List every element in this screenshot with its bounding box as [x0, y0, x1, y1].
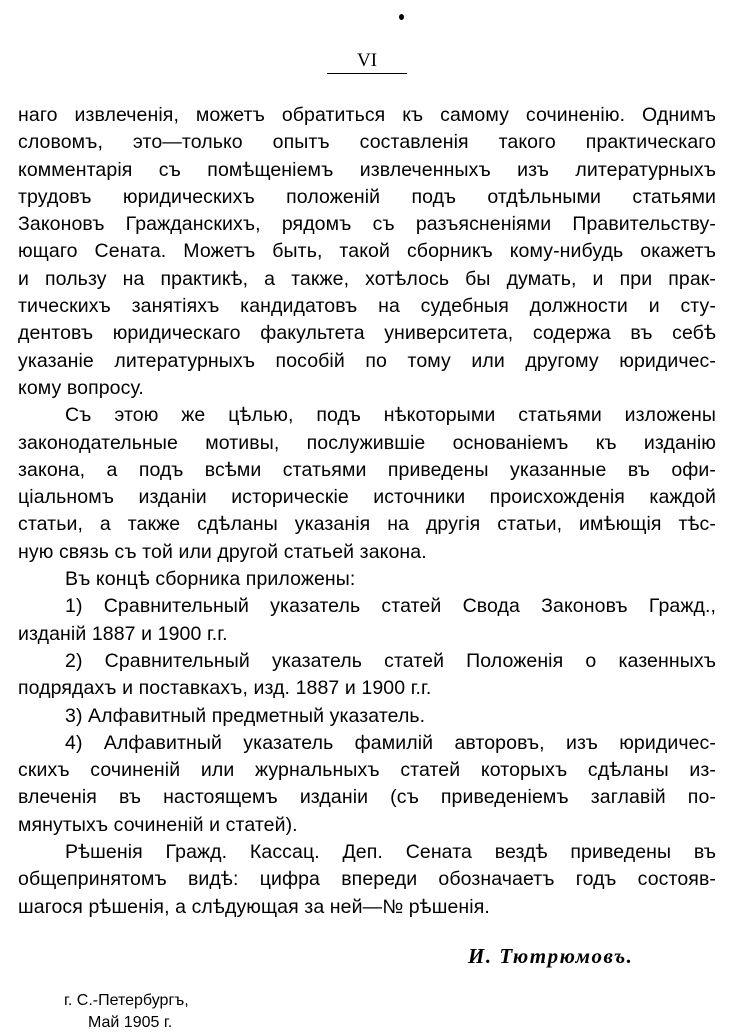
- page-header: [0, 50, 732, 74]
- ink-dot: [399, 14, 404, 20]
- text-line: общепринятомъ видѣ: цифра впереди обозначаетъ годъ состояв-: [18, 868, 716, 891]
- text-line: ную связь съ той или другой статьей закона.: [18, 540, 427, 563]
- text-line: ющаго Сената. Можетъ быть, такой сборникъ кому-нибудь окажетъ: [18, 240, 716, 263]
- text-line: и пользу на практикѣ, а также, хотѣлось бы думать, и при прак-: [18, 267, 716, 290]
- text-line: 3) Алфавитный предметный указатель.: [65, 704, 426, 727]
- text-line: изданій 1887 и 1900 г.г.: [18, 622, 228, 645]
- text-line: статьи, а также сдѣланы указанія на другія статьи, имѣющія тѣс-: [18, 513, 716, 536]
- text-line: скихъ сочиненій или журнальныхъ статей которыхъ сдѣланы из-: [18, 759, 716, 782]
- text-line: шагося рѣшенія, а слѣдующая за ней—№ рѣшенія.: [18, 895, 490, 918]
- text-line: влеченія въ настоящемъ изданіи (съ приведеніемъ заглавій по-: [18, 786, 716, 809]
- author-signature: И. Тютрюмовъ.: [468, 944, 634, 968]
- text-line: трудовъ юридическихъ положеній подъ отдѣльными статьями: [18, 185, 716, 208]
- text-line: подрядахъ и поставкахъ, изд. 1887 и 1900 г.г.: [18, 677, 432, 700]
- text-line: закона, а подъ всѣми статьями приведены указанные въ офи-: [18, 458, 716, 481]
- text-line: наго извлеченія, можетъ обратиться къ самому сочиненію. Однимъ: [18, 104, 716, 126]
- text-line: Рѣшенія Гражд. Кассац. Деп. Сената вездѣ приведены въ: [65, 841, 716, 864]
- preface-text: [18, 102, 716, 921]
- text-line: указаніе литературныхъ пособій по тому или другому юридичес-: [18, 349, 716, 372]
- text-line: дентовъ юридическаго факультета университета, содержа въ себѣ: [18, 322, 716, 345]
- date: Май 1905 г.: [88, 1014, 173, 1031]
- text-line: Въ концѣ сборника приложены:: [65, 568, 356, 591]
- place: г. С.-Петербургъ,: [64, 992, 189, 1009]
- text-line: законодательные мотивы, послужившіе основаніемъ къ изданію: [18, 431, 716, 454]
- text-line: комментарія съ помѣщеніемъ извлеченныхъ изъ литературныхъ: [18, 158, 716, 181]
- place-and-date: [64, 990, 189, 1034]
- text-line: мянутыхъ сочиненій и статей).: [18, 813, 298, 836]
- text-line: ціальномъ изданіи историческіе источники происхожденія каждой: [18, 486, 716, 509]
- text-line: кому вопросу.: [18, 376, 144, 399]
- text-line: тическихъ занятіяхъ кандидатовъ на судебныя должности и сту-: [18, 295, 716, 318]
- text-line: Съ этою же цѣлью, подъ нѣкоторыми статьями изложены: [65, 404, 716, 427]
- text-line: 1) Сравнительный указатель статей Свода Законовъ Гражд.,: [65, 595, 716, 618]
- text-line: словомъ, это—только опытъ составленія такого практическаго: [18, 131, 716, 154]
- text-line: 2) Сравнительный указатель статей Положенія о казенныхъ: [65, 649, 716, 672]
- page-number: VI: [327, 50, 407, 74]
- text-line: 4) Алфавитный указатель фамилій авторовъ, изъ юридичес-: [65, 731, 716, 754]
- text-line: Законовъ Гражданскихъ, рядомъ съ разъясненіями Правительству-: [18, 213, 716, 236]
